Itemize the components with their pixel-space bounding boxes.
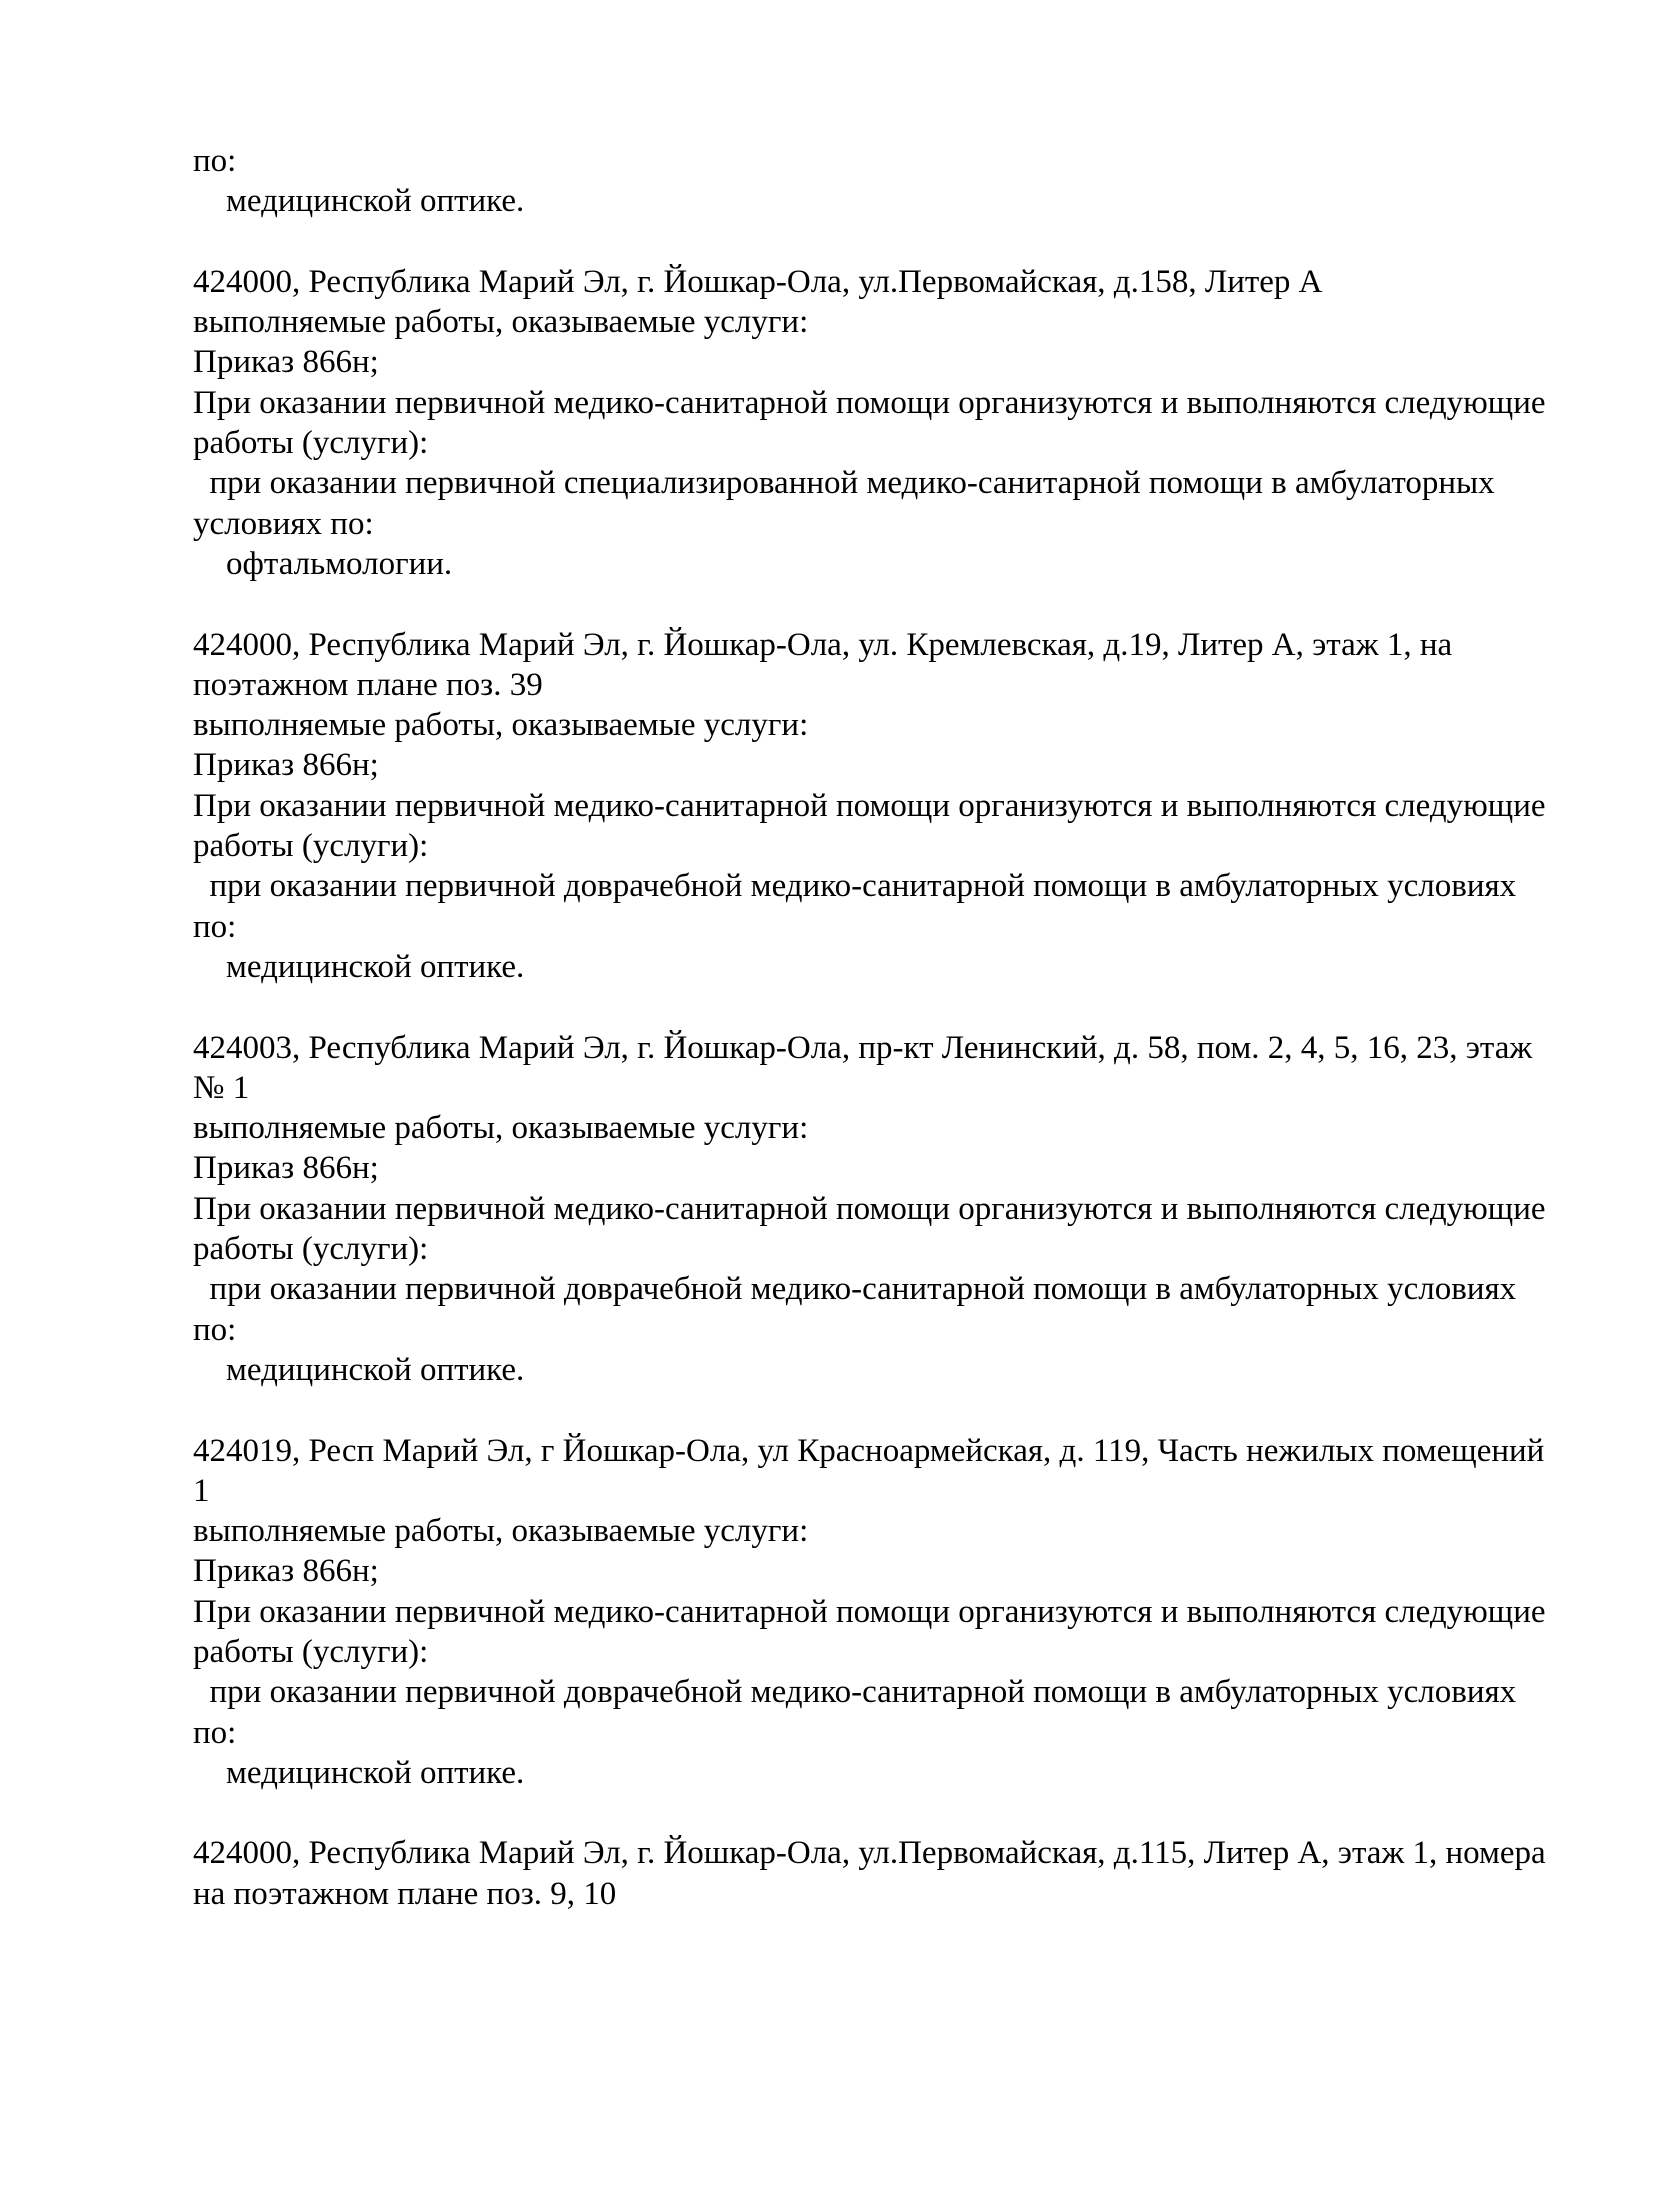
- entry-pervomayskaya-115: [193, 1833, 1546, 1914]
- text-line: выполняемые работы, оказываемые услуги:: [193, 1513, 809, 1550]
- text-line: работы (услуги):: [193, 425, 429, 462]
- license-text: [193, 141, 1546, 1914]
- text-line: по:: [193, 908, 237, 945]
- text-line: работы (услуги):: [193, 828, 429, 865]
- text-line: 424000, Республика Марий Эл, г. Йошкар-Ола, ул. Кремлевская, д.19, Литер А, этаж 1, на: [193, 626, 1453, 663]
- text-line: по:: [193, 1311, 237, 1348]
- text-line: условиях по:: [193, 505, 374, 542]
- text-line: 424003, Республика Марий Эл, г. Йошкар-Ола, пр-кт Ленинский, д. 58, пом. 2, 4, 5, 16, 23, этаж: [193, 1029, 1533, 1066]
- entry-pervomayskaya-158: [193, 262, 1546, 584]
- text-line: офтальмологии.: [193, 545, 453, 582]
- text-line: при оказании первичной доврачебной медико-санитарной помощи в амбулаторных условиях: [193, 1271, 1517, 1308]
- entry-kremlevskaya-19: [193, 625, 1546, 988]
- text-line: работы (услуги):: [193, 1231, 429, 1268]
- text-line: по:: [193, 1714, 237, 1751]
- text-line: При оказании первичной медико-санитарной помощи организуются и выполняются следующие: [193, 787, 1546, 824]
- text-line: при оказании первичной специализированной медико-санитарной помощи в амбулаторных: [193, 465, 1495, 502]
- text-line: при оказании первичной доврачебной медико-санитарной помощи в амбулаторных условиях: [193, 1674, 1517, 1711]
- text-line: выполняемые работы, оказываемые услуги:: [193, 304, 809, 341]
- text-line: Приказ 866н;: [193, 747, 379, 784]
- text-line: № 1: [193, 1069, 250, 1106]
- text-line: 424000, Республика Марий Эл, г. Йошкар-Ола, ул.Первомайская, д.158, Литер А: [193, 263, 1323, 300]
- text-line: медицинской оптике.: [193, 1351, 525, 1388]
- text-line: выполняемые работы, оказываемые услуги:: [193, 1110, 809, 1147]
- text-line: Приказ 866н;: [193, 344, 379, 381]
- text-line: 424019, Респ Марий Эл, г Йошкар-Ола, ул Красноармейская, д. 119, Часть нежилых помещений: [193, 1432, 1545, 1469]
- text-line: поэтажном плане поз. 39: [193, 666, 543, 703]
- text-line: на поэтажном плане поз. 9, 10: [193, 1875, 617, 1912]
- text-line: 424000, Республика Марий Эл, г. Йошкар-Ола, ул.Первомайская, д.115, Литер А, этаж 1, номера: [193, 1835, 1546, 1872]
- text-line: выполняемые работы, оказываемые услуги:: [193, 707, 809, 744]
- entry-continuation: [193, 141, 1523, 222]
- entry-leninskiy-58: [193, 1028, 1546, 1391]
- text-line: 1: [193, 1472, 210, 1509]
- text-line: При оказании первичной медико-санитарной помощи организуются и выполняются следующие: [193, 1190, 1546, 1227]
- text-line: медицинской оптике.: [193, 183, 525, 220]
- text-line: Приказ 866н;: [193, 1150, 379, 1187]
- text-line: При оказании первичной медико-санитарной помощи организуются и выполняются следующие: [193, 384, 1546, 421]
- text-line: При оказании первичной медико-санитарной помощи организуются и выполняются следующие: [193, 1593, 1546, 1630]
- text-line: Приказ 866н;: [193, 1553, 379, 1590]
- text-line: медицинской оптике.: [193, 1754, 525, 1791]
- entry-krasnoarmeyskaya-119: [193, 1431, 1546, 1794]
- text-line: при оказании первичной доврачебной медико-санитарной помощи в амбулаторных условиях: [193, 868, 1517, 905]
- text-line: работы (услуги):: [193, 1633, 429, 1670]
- text-line: по:: [193, 143, 237, 179]
- text-line: медицинской оптике.: [193, 948, 525, 985]
